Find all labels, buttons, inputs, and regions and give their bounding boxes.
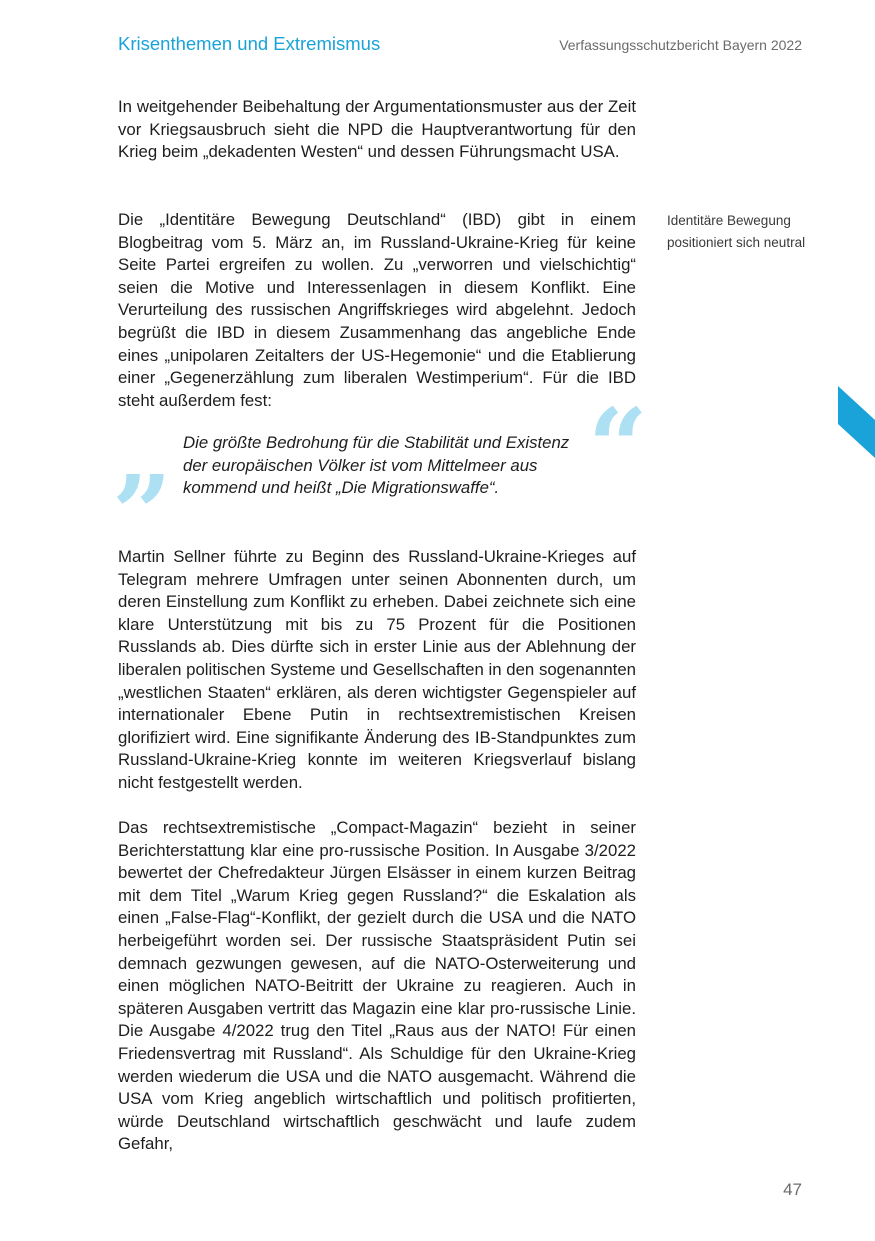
section-title: Krisenthemen und Extremismus — [118, 33, 381, 54]
block-quote: Die größte Bedrohung für die Stabilität und Existenz der europäischen Völker ist vom Mittelmeer aus kommend und heißt „Die Migrationswaffe“. — [183, 433, 570, 498]
paragraph-sellner: Martin Sellner führte zu Beginn des Russland-Ukraine-Krieges auf Telegram mehrere Umfragen unter seinen Abonnenten durch, um deren Einstellung zum Konflikt zu erheben. Dabei zeichnete sich eine klare Unterstützung mit bis zu 75 Prozent für die Positionen Russlands ab. Dies dürfte sich in erster Linie aus der Ablehnung der liberalen politischen Systeme und Gesellschaften in den sogenannten „westlichen Staaten“ erklären, als deren wichtigster Gegenspieler auf internationaler Ebene Putin in rechtsextremistischen Kreisen glorifiziert wird. Eine signifikante Änderung des IB-Standpunktes zum Russland-Ukraine-Krieg konnte im weiteren Kriegsverlauf bislang nicht festgestellt werden. — [118, 547, 636, 792]
report-title: Verfassungsschutzbericht Bayern 2022 — [559, 37, 802, 53]
chapter-tab-marker — [838, 386, 875, 458]
paragraph-compact: Das rechtsextremistische „Compact-Magazin“ bezieht in seiner Berichterstattung klar eine pro-russische Position. In Ausgabe 3/2022 bewertet der Chefredakteur Jürgen Elsässer in einem kurzen Beitrag mit dem Titel „Warum Krieg gegen Russland?“ die Eskalation als einen „False-Flag“-Konflikt, der gezielt durch die USA und die NATO herbeigeführt worden sei. Der russische Staatspräsident Putin sei demnach gezwungen gewesen, auf die NATO-Osterweiterung und einen möglichen NATO-Beitritt der Ukraine zu reagieren. Auch in späteren Ausgaben vertritt das Magazin eine klar pro-russische Linie. Die Ausgabe 4/2022 trug den Titel „Raus aus der NATO! Für einen Friedensvertrag mit Russland“. Als Schuldige für den Ukraine-Krieg werden wiederum die USA und die NATO ausgemacht. Während die USA vom Krieg angeblich wirtschaftlich und politisch profitierten, würde Deutschland wirtschaftlich geschwächt und laufe zudem Gefahr, — [118, 818, 636, 1154]
paragraph-ibd: Die „Identitäre Bewegung Deutschland“ (IBD) gibt in einem Blogbeitrag vom 5. März an, im Russland-Ukraine-Krieg für keine Seite Partei ergreifen zu wollen. Zu „verworren und vielschichtig“ seien die Motive und Interessenlagen in diesem Konflikt. Eine Verurteilung des russischen Angriffskrieges wird abgelehnt. Jedoch begrüßt die IBD in diesem Zusammenhang das angebliche Ende eines „unipolaren Zeitalters der US-Hegemonie“ und die Etablierung einer „Gegenerzählung zum liberalen Westimperium“. Für die IBD steht außerdem fest: — [118, 210, 636, 410]
close-quote-icon: ” — [112, 452, 172, 575]
page-number: 47 — [783, 1180, 802, 1199]
open-quote-icon: “ — [588, 385, 648, 508]
margin-note: Identitäre Bewegung positioniert sich neutral — [667, 213, 806, 250]
paragraph-npd: In weitgehender Beibehaltung der Argumentationsmuster aus der Zeit vor Kriegsausbruch sieht die NPD die Hauptverantwortung für den Krieg beim „dekadenten Westen“ und dessen Führungsmacht USA. — [118, 97, 636, 162]
